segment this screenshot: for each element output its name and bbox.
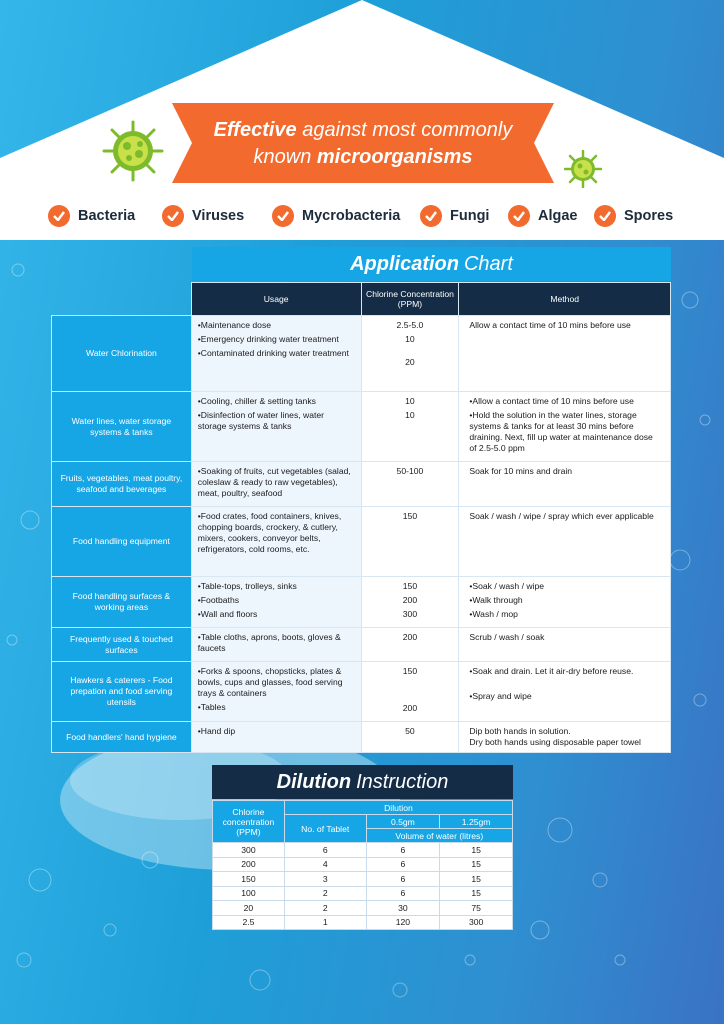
dil-header-row <box>213 801 513 815</box>
row-method <box>459 628 671 662</box>
row-usage <box>191 722 361 753</box>
table-row <box>52 628 671 662</box>
organism-label: Fungi <box>450 208 490 224</box>
organism-item <box>508 202 578 230</box>
dil-cell: 300 <box>440 915 513 930</box>
headline-bold-2: microorganisms <box>316 146 473 168</box>
dil-cell: 15 <box>440 857 513 872</box>
method-item: • Soak / wash / wipe <box>469 581 660 592</box>
virus-small-icon <box>564 150 602 188</box>
usage-item: • Table-tops, trolleys, sinks <box>198 581 355 592</box>
dil-cell: 6 <box>366 843 440 858</box>
checkmark-icon <box>162 205 184 227</box>
row-method <box>459 662 671 722</box>
app-title-rest: Chart <box>463 252 513 275</box>
table-row <box>213 886 513 901</box>
table-row <box>52 462 671 507</box>
row-concentration <box>361 628 459 662</box>
dilution-title <box>212 765 513 799</box>
dil-header-tablets: No. of Tablet <box>284 815 366 843</box>
table-row <box>52 662 671 722</box>
dil-cell: 75 <box>440 901 513 916</box>
usage-item: • Cooling, chiller & setting tanks <box>198 396 355 407</box>
table-row <box>213 843 513 858</box>
dil-cell: 30 <box>366 901 440 916</box>
dil-cell: 4 <box>284 857 366 872</box>
dil-cell: 6 <box>366 872 440 887</box>
dil-cell: 2 <box>284 901 366 916</box>
dil-cell: 15 <box>440 872 513 887</box>
usage-item: • Tables <box>198 702 355 713</box>
conc-value: 20 <box>405 357 415 367</box>
method-item: Scrub / wash / soak <box>469 632 545 642</box>
usage-item: • Hand dip <box>198 726 355 737</box>
table-row <box>213 872 513 887</box>
table-row <box>213 901 513 916</box>
method-item: Allow a contact time of 10 mins before use <box>469 320 631 330</box>
checkmark-icon <box>594 205 616 227</box>
dil-cell: 15 <box>440 843 513 858</box>
row-concentration <box>361 462 459 507</box>
row-method <box>459 722 671 753</box>
row-usage <box>191 507 361 577</box>
app-title-bold: Application <box>350 252 459 275</box>
row-concentration <box>361 722 459 753</box>
dil-cell: 2.5 <box>213 915 285 930</box>
usage-item: • Wall and floors <box>198 609 355 620</box>
usage-item: • Food crates, food containers, knives, chopping boards, crockery, & cutlery, mixers, cookers, conveyor belts, refrigerators, cold rooms, etc. <box>198 511 355 555</box>
app-header-row <box>52 283 671 316</box>
row-usage <box>191 662 361 722</box>
conc-value: 300 <box>402 609 418 619</box>
table-row <box>52 722 671 753</box>
row-category: Fruits, vegetables, meat poultry, seafood and beverages <box>52 462 192 507</box>
conc-value: 10 <box>405 410 415 420</box>
dil-header-dilution: Dilution <box>284 801 512 815</box>
dil-header-volume: Volume of water (litres) <box>366 829 512 843</box>
table-row <box>213 915 513 930</box>
dil-header-concentration: Chlorine concentration (PPM) <box>213 801 285 843</box>
row-concentration <box>361 392 459 462</box>
organism-list <box>48 202 688 230</box>
app-header-concentration: Chlorine Concentration (PPM) <box>361 283 459 316</box>
conc-value: 50-100 <box>396 466 424 476</box>
organism-label: Spores <box>624 208 674 224</box>
conc-value: 150 <box>402 581 418 591</box>
method-item: • Allow a contact time of 10 mins before use <box>469 396 660 407</box>
row-category: Hawkers & caterers - Food prepation and food serving utensils <box>52 662 192 722</box>
conc-value: 150 <box>402 511 418 521</box>
usage-item: • Maintenance dose <box>198 320 355 331</box>
usage-item: • Forks & spoons, chopsticks, plates & bowls, cups and glasses, food serving trays & containers <box>198 666 355 699</box>
organism-label: Viruses <box>192 208 245 224</box>
row-concentration <box>361 662 459 722</box>
virus-icon <box>102 120 164 182</box>
row-method <box>459 577 671 628</box>
organism-item <box>594 202 673 230</box>
row-usage <box>191 316 361 392</box>
row-method <box>459 507 671 577</box>
dil-cell: 20 <box>213 901 285 916</box>
dil-cell: 200 <box>213 857 285 872</box>
app-header-method: Method <box>459 283 671 316</box>
app-header-usage: Usage <box>191 283 361 316</box>
organism-item <box>420 202 489 230</box>
organism-label: Bacteria <box>78 208 136 224</box>
dil-cell: 15 <box>440 886 513 901</box>
dil-header-size-a: 0.5gm <box>366 815 440 829</box>
application-chart-title <box>192 247 671 281</box>
dil-cell: 1 <box>284 915 366 930</box>
table-row <box>52 507 671 577</box>
row-category: Food handlers' hand hygiene <box>52 722 192 753</box>
method-item: Soak for 10 mins and drain <box>469 466 573 476</box>
organism-item <box>272 202 400 230</box>
usage-item: • Table cloths, aprons, boots, gloves & faucets <box>198 632 355 654</box>
dil-cell: 100 <box>213 886 285 901</box>
usage-item: • Footbaths <box>198 595 355 606</box>
row-category: Water Chlorination <box>52 316 192 392</box>
dil-cell: 2 <box>284 886 366 901</box>
table-row <box>52 577 671 628</box>
conc-value: 200 <box>402 632 418 642</box>
headline-bold-1: Effective <box>213 119 297 141</box>
dil-cell: 6 <box>284 843 366 858</box>
method-item: • Walk through <box>469 595 660 606</box>
row-usage <box>191 628 361 662</box>
app-header-blank <box>52 283 192 316</box>
method-item: Dip both hands in solution. <box>469 726 571 736</box>
usage-item: • Soaking of fruits, cut vegetables (salad, coleslaw & ready to raw vegetables), meat, poultry, seafood <box>198 466 355 499</box>
row-concentration <box>361 507 459 577</box>
row-usage <box>191 577 361 628</box>
method-item: • Wash / mop <box>469 609 660 620</box>
method-item: Dry both hands using disposable paper towel <box>469 737 641 747</box>
row-concentration <box>361 577 459 628</box>
dil-cell: 120 <box>366 915 440 930</box>
row-method <box>459 462 671 507</box>
usage-item: • Emergency drinking water treatment <box>198 334 355 345</box>
organism-label: Algae <box>538 208 578 224</box>
headline-rest-2: known <box>253 146 312 168</box>
organism-item <box>162 202 244 230</box>
headline-text <box>172 117 554 171</box>
dilution-table <box>212 800 513 930</box>
usage-item: • Contaminated drinking water treatment <box>198 348 355 359</box>
row-category: Food handling surfaces & working areas <box>52 577 192 628</box>
application-chart-table <box>51 282 671 753</box>
method-item: • Soak and drain. Let it air-dry before reuse. <box>469 666 660 677</box>
dil-cell: 3 <box>284 872 366 887</box>
checkmark-icon <box>272 205 294 227</box>
table-row <box>52 392 671 462</box>
row-method <box>459 316 671 392</box>
dil-cell: 150 <box>213 872 285 887</box>
conc-value: 200 <box>402 703 418 713</box>
dil-cell: 6 <box>366 886 440 901</box>
conc-value: 200 <box>402 595 418 605</box>
conc-value: 2.5-5.0 <box>396 320 424 330</box>
conc-value: 10 <box>405 334 415 344</box>
headline-banner <box>172 103 554 183</box>
row-category: Food handling equipment <box>52 507 192 577</box>
method-item: • Hold the solution in the water lines, storage systems & tanks for at least 30 mins before draining. Next, fill up water at maintenance dose of 2.5-5.0 ppm <box>469 410 660 454</box>
conc-value: 10 <box>405 396 415 406</box>
dil-cell: 6 <box>366 857 440 872</box>
checkmark-icon <box>508 205 530 227</box>
row-concentration <box>361 316 459 392</box>
dil-cell: 300 <box>213 843 285 858</box>
usage-item: • Disinfection of water lines, water storage systems & tanks <box>198 410 355 432</box>
checkmark-icon <box>420 205 442 227</box>
row-category: Frequently used & touched surfaces <box>52 628 192 662</box>
row-category: Water lines, water storage systems & tanks <box>52 392 192 462</box>
dil-header-size-b: 1.25gm <box>440 815 513 829</box>
row-usage <box>191 462 361 507</box>
organism-item <box>48 202 135 230</box>
checkmark-icon <box>48 205 70 227</box>
dilution-title-bold: Dilution <box>276 770 352 793</box>
conc-value: 150 <box>402 666 418 676</box>
row-method <box>459 392 671 462</box>
row-usage <box>191 392 361 462</box>
method-item: Soak / wash / wipe / spray which ever applicable <box>469 511 654 521</box>
table-row <box>52 316 671 392</box>
conc-value: 50 <box>405 726 415 736</box>
headline-rest-1: against most commonly <box>302 119 513 141</box>
dilution-title-rest: Instruction <box>356 770 449 793</box>
organism-label: Mycrobacteria <box>302 208 401 224</box>
method-item: • Spray and wipe <box>469 691 660 702</box>
table-row <box>213 857 513 872</box>
